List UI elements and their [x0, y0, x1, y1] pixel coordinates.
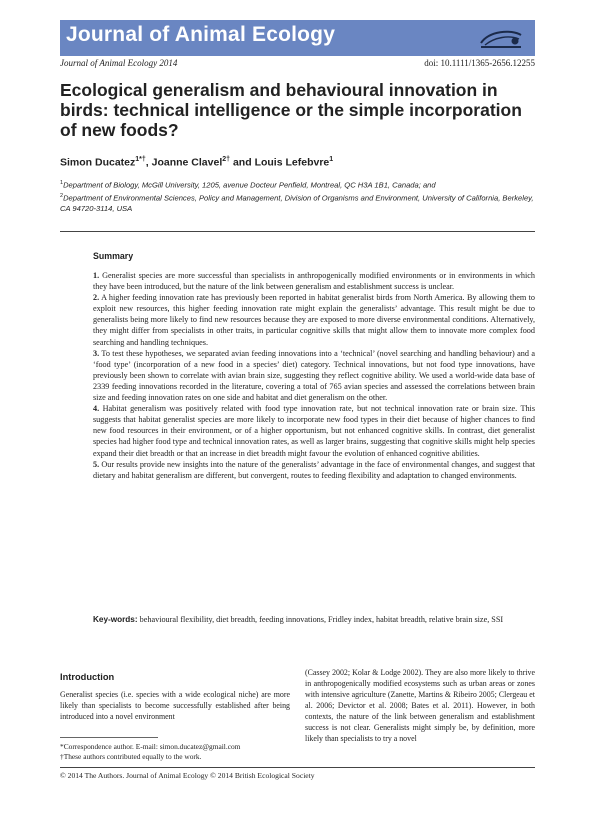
- author-marker: 1: [329, 156, 334, 163]
- author-name: Simon Ducatez: [60, 156, 136, 169]
- journal-title: Journal of Animal Ecology: [66, 23, 336, 46]
- article-meta: [60, 58, 535, 68]
- affiliation-number: 1: [60, 180, 64, 186]
- introduction-right-column: [305, 667, 535, 744]
- introduction-heading: Introduction: [60, 672, 115, 682]
- summary-item: [93, 403, 535, 458]
- copyright: © 2014 The Authors. Journal of Animal Ecology © 2014 British Ecological Society: [60, 771, 315, 780]
- author-name: Louis Lefebvre: [254, 156, 330, 169]
- summary-item: [93, 270, 535, 292]
- summary-item: [93, 348, 535, 403]
- author-list: [60, 156, 333, 169]
- affiliations: [60, 178, 535, 214]
- summary-item-text: To test these hypotheses, we separated avian feeding innovations into a ‘technical’ (novel searching and handling behaviour) and a ‘food type’ (incorporation of a new food in a species’ diet) category. Technical innovations, but not food type innovations, have previously been shown to correlate with avian brain size, suggesting they reflect cognitive ability. We used a world-wide data base of 2339 feeding innovations recorded in the literature, covering a total of 765 avian species and assessed the correlations between brain size and feeding innovation rates on one side and habitat and diet generalism on the other.: [93, 348, 535, 403]
- author-separator: and: [230, 156, 255, 169]
- footnote-divider: [60, 737, 158, 738]
- summary-item-number: 4.: [93, 404, 100, 414]
- journal-banner: [60, 20, 535, 56]
- keywords: [93, 614, 535, 625]
- society-logo-icon: [475, 25, 527, 51]
- summary-item-number: 5.: [93, 459, 100, 469]
- affiliation: [60, 178, 535, 191]
- author-separator: ,: [145, 156, 152, 169]
- summary-body: [93, 270, 535, 481]
- introduction-paragraph: Generalist species (i.e. species with a wide ecological niche) are more likely than specialists to become successfully established after being introduced into a novel environment: [60, 690, 290, 721]
- summary-heading: Summary: [93, 251, 134, 261]
- summary-item: [93, 292, 535, 347]
- correspondence-note: *Correspondence author. E-mail: simon.ducatez@gmail.com: [60, 742, 241, 751]
- author-marker: 2†: [222, 156, 231, 163]
- journal-reference: Journal of Animal Ecology 2014: [60, 58, 178, 68]
- doi-link[interactable]: doi: 10.1111/1365-2656.12255: [424, 58, 535, 68]
- author-marker: 1*†: [135, 156, 146, 163]
- summary-item: [93, 459, 535, 481]
- summary-item-number: 1.: [93, 271, 100, 280]
- summary-item-number: 3.: [93, 348, 100, 358]
- summary-item-text: A higher feeding innovation rate has previously been reported in habitat generalist birds from North America. By allowing them to exploit new resources, this higher feeding innovation rate might explain the generalists’ advantage. This result might be due to generalists being more likely to find new resources because they are exposed to more diverse environmental conditions. Alternatively, they might differ from specialists in other traits, in particular cognitive skills that might allow them to innovate more complex food searching and handling techniques.: [93, 293, 535, 347]
- affiliation-number: 2: [60, 192, 64, 199]
- affiliation-text: Department of Biology, McGill University, 1205, avenue Docteur Penfield, Montreal, QC H3A 1B1, Canada; and: [63, 180, 436, 190]
- summary-item-text: Habitat generalism was positively related with food type innovation rate, but not technical innovation rate or brain size. This suggests that habitat generalist species are more likely to incorporate new food types in their diet because of higher chances to find new food resources in their environment, or of a higher opportunism, but not enhanced cognitive skills. In contrast, diet generalist species had higher food type and technical innovation rates, as well as larger brains, suggesting that cognitive skills might help species expand their diet breadth or that an increase in diet breadth might favour the evolution of enhanced cognitive abilities.: [93, 404, 536, 458]
- author-name: Joanne Clavel: [151, 156, 223, 169]
- footer-divider: [60, 767, 535, 768]
- affiliation: [60, 191, 535, 215]
- keywords-label: Key-words:: [93, 615, 138, 624]
- summary-item-text: Our results provide new insights into the nature of the generalists’ advantage in the face of environmental changes, and suggest that dietary and habitat generalism are different, but convergent, routes to feeding flexibility and adaptation to changed environments.: [93, 459, 536, 480]
- footnotes: [60, 742, 290, 762]
- summary-item-number: 2.: [93, 293, 100, 303]
- keywords-text: behavioural flexibility, diet breadth, feeding innovations, Fridley index, habitat breadth, relative brain size, SSI: [137, 615, 504, 624]
- equal-contribution-note: †These authors contributed equally to the work.: [60, 752, 202, 761]
- article-title: Ecological generalism and behavioural innovation in birds: technical intelligence or the simple incorporation of new foods?: [60, 80, 522, 140]
- introduction-paragraph: (Cassey 2002; Kolar & Lodge 2002). They are also more likely to thrive in anthropogenically modified ecosystems such as urban areas or zones with intensive agriculture (Zanette, Martins & Ribeiro 2005; Clergeau et al. 2006; Devictor et al. 2008; Bates et al. 2011). However, in both contexts, the nature of the link between generalism and establishment success is not clear. Generalists might simply be, by definition, more likely than specialists to try a novel: [305, 668, 535, 743]
- header-divider: [60, 231, 535, 232]
- introduction-left-column: [60, 689, 290, 722]
- affiliation-text: Department of Environmental Sciences, Policy and Management, Division of Organisms and Environment, University of California, Berkeley, CA 94720-3114, USA: [60, 193, 534, 214]
- summary-item-text: Generalist species are more successful than specialists in anthropogenically modified environments or in environments in which they have been introduced, but the nature of the link between generalism and establishment success is unclear.: [93, 271, 536, 292]
